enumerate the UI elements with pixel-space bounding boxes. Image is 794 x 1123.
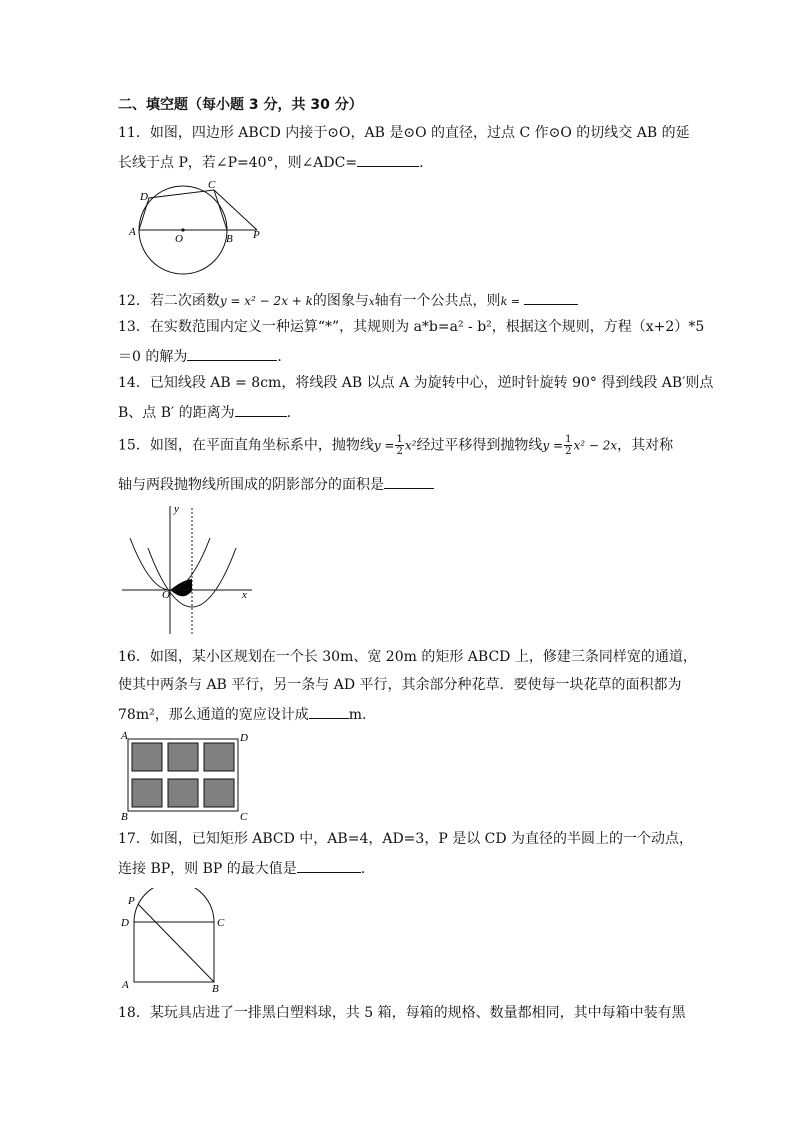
q11-quadrilateral (139, 190, 227, 230)
q12-mid: 的图象与 (312, 293, 369, 309)
q12-expr: y = x² − 2x + k (219, 294, 313, 308)
q11-label-C: C (208, 179, 216, 191)
q16-line1: 16．如图，某小区规划在一个长 30m、宽 20m 的矩形 ABCD 上，修建三条同样宽的通道， (118, 649, 697, 665)
q16-line2: 使其中两条与 AB 平行，另一条与 AD 平行，其余部分种花草．要使每一块花草的面积都为 (118, 677, 682, 693)
q17-label-A: A (122, 979, 129, 991)
q18-line1: 18．某玩具店进了一排黑白塑料球，共 5 箱，每箱的规格、数量都相同，其中每箱中装有黑 (118, 1005, 686, 1021)
q15-x2: x² (404, 438, 417, 453)
q12-axis: x (368, 297, 375, 308)
q17-label-C: C (217, 917, 225, 929)
q16-label-A: A (121, 730, 128, 742)
q11-text: 长线于点 P，若∠P=40°，则∠ADC= (118, 155, 358, 171)
q15-figure (118, 500, 258, 638)
q17-label-P: P (128, 895, 135, 907)
q13-line1: 13．在实数范围内定义一种运算“*”，其规则为 a*b=a² - b²，根据这个规则，方程（x+2）*5 (118, 319, 705, 335)
q17-answer-blank (297, 858, 361, 873)
q16-answer-blank (309, 704, 349, 719)
q11-line2 (118, 152, 424, 172)
q15-frac1-num: 1 (396, 434, 403, 445)
q16-label-B: B (121, 811, 128, 823)
q16-grass-plot (132, 743, 162, 771)
q11-figure (126, 176, 266, 280)
q12-post: 轴有一个公共点，则 (374, 293, 501, 309)
q15-tail: x² − 2x (573, 438, 618, 453)
q12-k: k = (500, 295, 520, 308)
q11-end: . (419, 155, 424, 171)
q16-label-D: D (240, 732, 248, 744)
q15-y1: y = (373, 438, 395, 453)
q17-label-D: D (121, 917, 129, 929)
q11-label-D: D (140, 191, 148, 203)
q15-label-O: O (162, 589, 170, 601)
q14-line1: 14．已知线段 AB = 8cm，将线段 AB 以点 A 为旋转中心，逆时针旋转 90° 得到线段 AB′则点 (118, 375, 714, 391)
q17-line2 (118, 858, 365, 878)
q17-segment-BP (138, 904, 214, 982)
q11-center-dot (181, 228, 184, 231)
q13-answer-blank (187, 346, 277, 361)
q16-figure (118, 730, 258, 824)
q14-answer-blank (235, 402, 287, 417)
q17-rectangle (134, 922, 214, 982)
q12-pre: 12．若二次函数 (118, 293, 220, 309)
q14-text: B、点 B′ 的距离为 (118, 405, 235, 421)
q17-end: . (360, 861, 366, 877)
q16-grass-plot (204, 779, 234, 807)
q17-semicircle (134, 888, 214, 922)
q17-figure (116, 888, 236, 996)
q15-frac1 (395, 434, 403, 457)
q11-line1: 11．如图，四边形 ABCD 内接于⊙O，AB 是⊙O 的直径，过点 C 作⊙O 的切线交 AB 的延 (118, 125, 690, 141)
q14-end: . (286, 405, 292, 421)
q16-grass-plot (168, 779, 198, 807)
q15-shaded-region (170, 579, 192, 596)
q11-answer-blank (357, 152, 419, 167)
q17-line1: 17．如图，已知矩形 ABCD 中，AB=4，AD=3，P 是以 CD 为直径的半圆上的一个动点， (118, 831, 694, 847)
q12-line (118, 290, 578, 312)
q16-grass-plot (204, 743, 234, 771)
q15-line1 (118, 434, 673, 457)
q13-line2 (118, 346, 282, 366)
q15-y2: y = (542, 438, 564, 453)
q15-frac1-den: 2 (396, 446, 403, 457)
q15-label-x: x (242, 589, 247, 601)
q15-line2 (118, 474, 434, 494)
q15-line2-text: 轴与两段抛物线所围成的阴影部分的面积是 (118, 477, 384, 493)
q16-grass-plot (168, 743, 198, 771)
q17-text: 连接 BP，则 BP 的最大值是 (118, 861, 297, 877)
q11-label-A: A (129, 226, 136, 238)
q15-label-y: y (174, 503, 179, 515)
section-header: 二、填空题（每小题 3 分，共 30 分） (118, 97, 363, 113)
q13-end: . (277, 349, 282, 365)
q14-line2 (118, 402, 291, 422)
q11-label-O: O (175, 233, 183, 245)
q16-end: m. (348, 707, 367, 723)
q17-label-B: B (212, 983, 219, 995)
q15-frac2 (564, 434, 572, 457)
q15-pre: 15．如图，在平面直角坐标系中，抛物线 (118, 437, 374, 454)
q16-line3 (118, 704, 366, 724)
q15-mid: 经过平移得到抛物线 (416, 437, 543, 454)
q11-label-B: B (226, 233, 233, 245)
q13-text: ＝0 的解为 (118, 349, 188, 365)
q11-label-P: P (253, 229, 260, 241)
q15-answer-blank (384, 474, 434, 489)
q12-answer-blank (524, 290, 578, 305)
q16-label-C: C (240, 811, 248, 823)
q15-frac2-num: 1 (565, 434, 572, 445)
q15-frac2-den: 2 (565, 446, 572, 457)
q15-post: ，其对称 (617, 437, 674, 454)
q16-grass-plot (132, 779, 162, 807)
q16-text: 78m²，那么通道的宽应设计成 (118, 707, 309, 723)
